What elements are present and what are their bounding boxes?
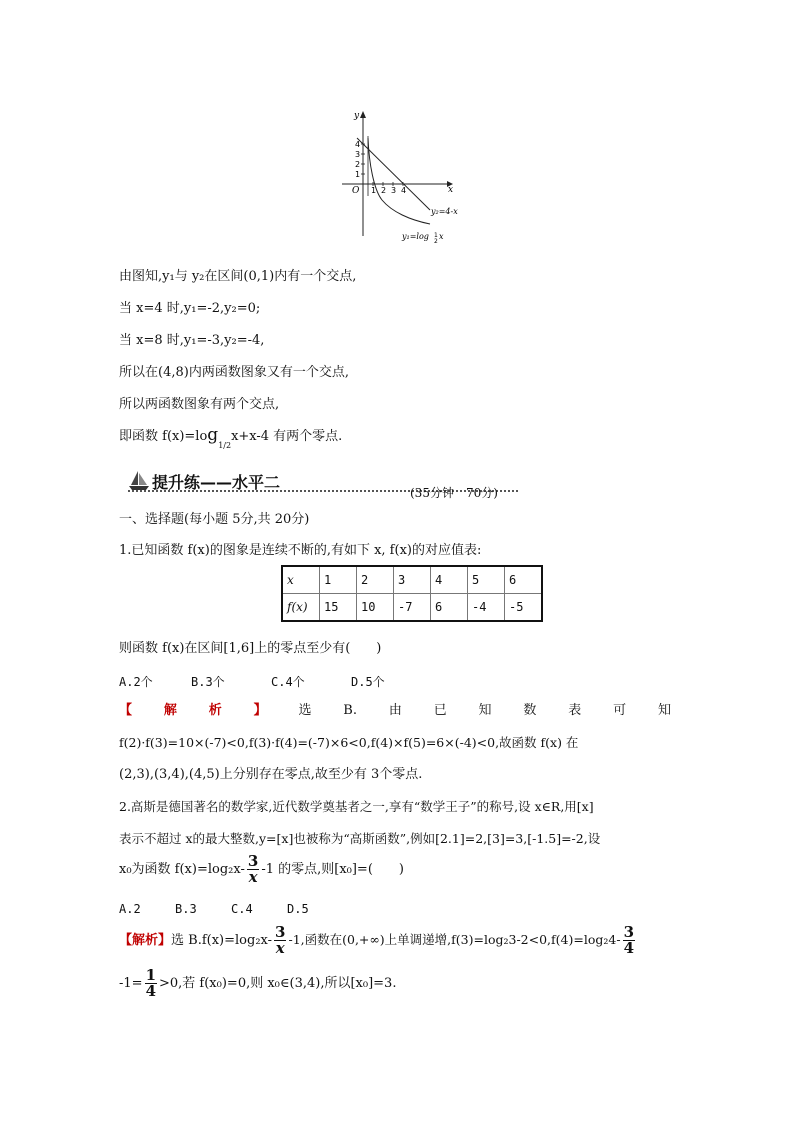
q2-option-b: B.3 [175,902,197,916]
q2-line-3-a: x₀为函数 f(x)=log₂x- [119,862,245,877]
value-table [281,565,543,622]
conclusion-line-6-a: 即函数 f(x)=lo [119,429,208,444]
table-cell: 10 [357,594,394,622]
table-cell: 15 [320,594,357,622]
conclusion-line-3: 当 x=8 时,y₁=-3,y₂=-4, [119,333,265,348]
sailboat-icon [128,469,150,491]
q2-option-d: D.5 [287,902,309,916]
table-cell: 3 [394,566,431,594]
choice-header: 一、选择题(每小题 5分,共 20分) [119,512,310,527]
section-title: 提升练——水平二 [152,473,281,492]
analysis-token: 表 [568,703,582,718]
q2-analysis-d: >0,若 f(x₀)=0,则 x₀∈(3,4),所以[x₀]=3. [159,976,397,991]
analysis-token: 已 [433,703,447,718]
log-g-glyph: g [207,425,219,445]
q1-option-a: A.2个 [119,675,153,689]
x-tick-3: 3 [391,186,397,195]
q2-line-2: 表示不超过 x的最大整数,y=[x]也被称为“高斯函数”,例如[2.1]=2,[3]=3,[-1.5]=-2,设 [119,831,601,846]
q2-option-c: C.4 [231,902,253,916]
table-cell: 6 [431,594,468,622]
q2-analysis-b: -1,函数在(0,+∞)上单调递增,f(3)=log₂3-2<0,f(4)=log₂4- [288,932,621,947]
table-cell: -7 [394,594,431,622]
conclusion-line-4: 所以在(4,8)内两函数图象又有一个交点, [119,365,349,380]
q1-ask: 则函数 f(x)在区间[1,6]上的零点至少有( ) [119,641,382,656]
fraction-numerator: 1 [145,966,156,984]
table-cell: 6 [505,566,543,594]
analysis-label-char-1: 解 [163,703,177,718]
conclusion-line-1: 由图知,y₁与 y₂在区间(0,1)内有一个交点, [119,269,357,284]
fraction-denominator: 4 [145,982,156,1000]
analysis-token: B. [343,703,357,718]
y-axis-label: y [354,111,360,121]
q1-analysis-line-3: (2,3),(3,4),(4,5)上分别存在零点,故至少有 3个零点. [119,767,423,782]
x-tick-2: 2 [381,186,387,195]
q1-option-b: B.3个 [191,675,225,689]
table-cell: f(x) [282,594,320,622]
curve-y1-label-base-num: 1 [434,232,438,239]
x-tick-4: 4 [401,186,407,195]
analysis-token: 知 [657,703,671,718]
fraction-denominator: x [248,868,258,886]
y-tick-2: 2 [355,160,361,169]
fraction-3-over-x-2 [274,925,286,956]
q2-analysis-label: 【解析】 [119,933,172,948]
analysis-token: 可 [613,703,627,718]
log-base-sub: 1/2 [218,441,232,450]
table-row [282,566,542,594]
conclusion-line-5: 所以两函数图象有两个交点, [119,397,280,412]
origin-label: O [352,186,360,196]
table-cell: -5 [505,594,543,622]
fraction-1-over-4 [145,968,157,999]
q1-options [119,673,385,691]
fraction-numerator: 3 [275,923,286,941]
x-tick-1: 1 [371,186,377,195]
table-cell: 4 [431,566,468,594]
q1-analysis-line-1 [119,702,671,720]
y-tick-1: 1 [355,170,361,179]
section-score: (35分钟 70分) [410,486,498,500]
conclusion-line-2: 当 x=4 时,y₁=-2,y₂=0; [119,301,261,316]
table-cell: 5 [468,566,505,594]
table-cell: 2 [357,566,394,594]
q1-option-d: D.5个 [351,675,385,689]
fraction-denominator: x [275,939,285,957]
y-tick-3: 3 [355,150,361,159]
analysis-token: 数 [523,703,537,718]
q2-line-3 [119,852,404,888]
q1-analysis-line-2: f(2)·f(3)=10×(-7)<0,f(3)·f(4)=(-7)×6<0,f(4)×f(5)=6×(-4)<0,故函数 f(x) 在 [119,735,579,750]
y-axis-arrow [360,111,366,118]
curve-y1 [368,138,430,224]
q2-analysis-line-1 [119,922,637,959]
conclusion-line-6 [119,426,342,455]
q2-analysis-a: 选 B.f(x)=log₂x- [171,933,273,948]
conclusion-line-6-b: x+x-4 有两个零点. [231,429,343,444]
q2-option-a: A.2 [119,902,141,916]
analysis-label-char-2: 析 [208,703,222,718]
q2-line-1: 2.高斯是德国著名的数学家,近代数学奠基者之一,享有“数学王子”的称号,设 x∈R,用[x] [119,799,594,814]
table-cell: x [282,566,320,594]
curve-y1-label-suffix: x [439,232,444,241]
section-header [128,469,518,500]
x-axis-label: x [448,185,454,195]
q2-analysis-line-2 [119,966,396,1002]
function-graph [330,104,470,244]
analysis-bracket-close: 】 [253,703,267,718]
line-y2-label: y₂=4-x [431,207,458,216]
curve-y1-label-prefix: y₁=log [402,232,429,241]
fraction-denominator: 4 [623,939,634,957]
fraction-3-over-x [247,854,259,885]
q1-stem: 1.已知函数 f(x)的图象是连续不断的,有如下 x, f(x)的对应值表: [119,543,482,558]
analysis-token: 选 [298,703,312,718]
q2-line-3-b: -1 的零点,则[x₀]=( ) [261,862,404,877]
table-cell: 1 [320,566,357,594]
q2-options [119,900,309,918]
analysis-token: 知 [478,703,492,718]
curve-y1-label-base-den: 2 [434,238,438,244]
fraction-3-over-4 [623,925,635,956]
table-row [282,594,542,622]
analysis-bracket-open: 【 [119,703,133,718]
table-cell: -4 [468,594,505,622]
q1-option-c: C.4个 [271,675,305,689]
analysis-token: 由 [388,703,402,718]
q2-analysis-c: -1= [119,976,143,991]
y-tick-4: 4 [355,140,361,149]
fraction-numerator: 3 [623,923,634,941]
fraction-numerator: 3 [247,852,259,870]
